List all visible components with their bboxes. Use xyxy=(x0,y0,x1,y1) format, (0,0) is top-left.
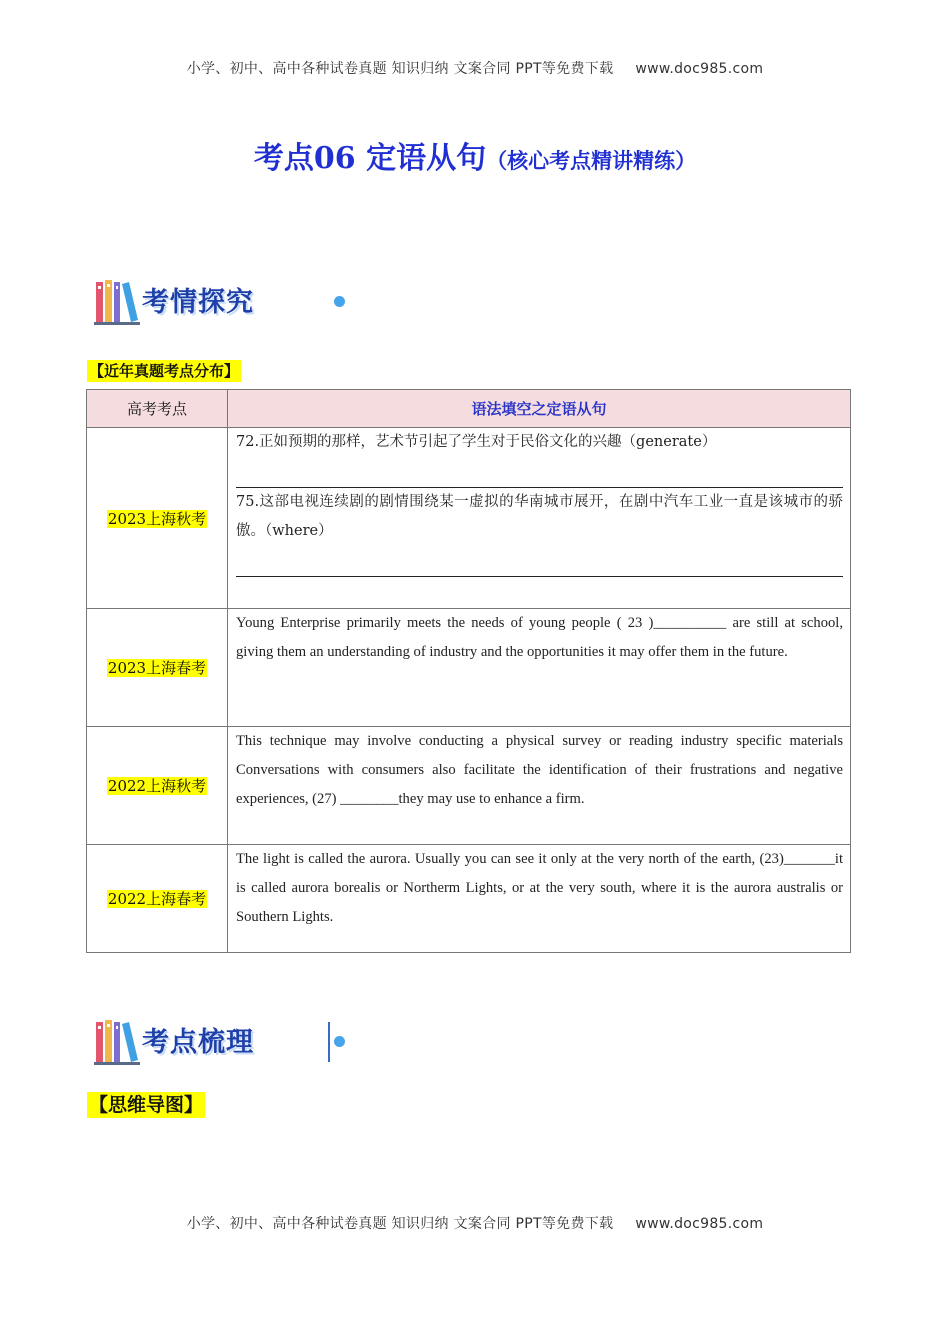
year-cell xyxy=(87,845,228,953)
section-header-exam-analysis xyxy=(90,270,265,330)
exam-table xyxy=(86,389,851,953)
passage-text: Young Enterprise primarily meets the needs of young people ( 23 )__________ are still at school, giving them an understanding of industry and the opportunities it may offer them in the future. xyxy=(236,615,843,660)
passage-text: The light is called the aurora. Usually you can see it only at the very north of the earth, (23)_______it is called aurora borealis or Northerm Lights, or at the very south, where it is the aurora australis or Southern Lights. xyxy=(236,851,843,925)
year-label: 2023上海春考 xyxy=(107,659,207,677)
books-icon xyxy=(94,1016,142,1066)
content-cell xyxy=(228,845,851,953)
year-label: 2023上海秋考 xyxy=(107,509,207,528)
year-cell xyxy=(87,609,228,727)
table-row xyxy=(87,845,851,953)
dot-icon xyxy=(334,296,345,307)
table-header-row xyxy=(87,390,851,428)
footer-text: 小学、初中、高中各种试卷真题 知识归纳 文案合同 PPT等免费下载 xyxy=(186,1216,614,1232)
page-title xyxy=(0,133,950,177)
header-cell-topic: 语法填空之定语从句 xyxy=(228,390,851,428)
table-row xyxy=(87,727,851,845)
tag-distribution: 【近年真题考点分布】 xyxy=(89,362,240,380)
content-cell xyxy=(228,727,851,845)
section-label: 考情探究 xyxy=(142,287,254,318)
year-label: 2022上海秋考 xyxy=(107,777,207,795)
table-row xyxy=(87,609,851,727)
header-text: 小学、初中、高中各种试卷真题 知识归纳 文案合同 PPT等免费下载 xyxy=(186,61,614,77)
section-header-key-points xyxy=(90,1010,265,1070)
books-icon xyxy=(94,276,142,326)
page-footer xyxy=(0,1213,950,1233)
passage-text: This technique may involve conducting a physical survey or reading industry specific materials Conversations with consumers also facilitate the identification of their frustrations and negative experiences, (27) ________they may use to enhance a firm. xyxy=(236,733,843,807)
year-label: 2022上海春考 xyxy=(107,890,207,908)
tag-mindmap: 【思维导图】 xyxy=(89,1094,204,1116)
content-cell xyxy=(228,428,851,609)
question-text: 72.正如预期的那样，艺术节引起了学生对于民俗文化的兴趣（generate） xyxy=(236,434,717,450)
title-sub: （核心考点精讲精练） xyxy=(486,148,697,173)
answer-line xyxy=(236,546,843,577)
title-main: 考点06 定语从句 xyxy=(253,141,487,176)
year-cell xyxy=(87,727,228,845)
text-cursor xyxy=(328,1022,330,1062)
answer-line xyxy=(236,457,843,488)
dot-icon xyxy=(334,1036,345,1047)
question-text: 75.这部电视连续剧的剧情围绕某一虚拟的华南城市展开，在剧中汽车工业一直是该城市的骄傲。（where） xyxy=(236,494,843,539)
page-header xyxy=(0,58,950,78)
footer-url[interactable]: www.doc985.com xyxy=(635,1216,764,1232)
header-url[interactable]: www.doc985.com xyxy=(635,61,764,77)
content-cell xyxy=(228,609,851,727)
table-row xyxy=(87,428,851,609)
section-label: 考点梳理 xyxy=(142,1027,254,1058)
year-cell xyxy=(87,428,228,609)
header-cell-exam-point: 高考考点 xyxy=(87,390,228,428)
